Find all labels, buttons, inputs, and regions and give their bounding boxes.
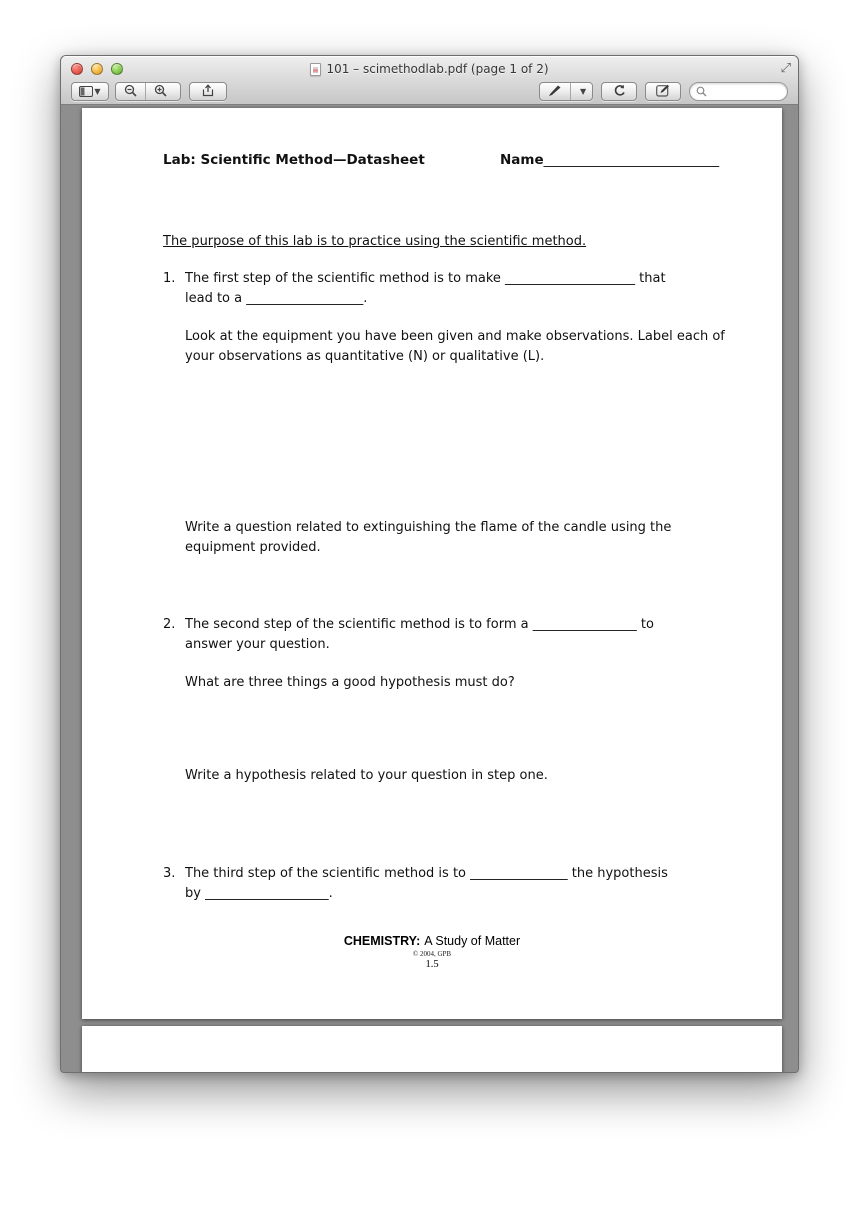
rotate-left-button[interactable] xyxy=(601,82,637,101)
preview-window xyxy=(60,55,799,1073)
sidebar-icon xyxy=(79,82,93,101)
pencil-square-icon xyxy=(656,82,670,101)
pdf-document-icon xyxy=(310,63,321,76)
series-title-bold: CHEMISTRY: xyxy=(343,934,421,948)
question-1-line-1: The first step of the scientific method is to make ____________________ that xyxy=(185,271,666,286)
zoom-segmented-control xyxy=(115,82,181,101)
pdf-page-2 xyxy=(82,1026,782,1072)
zoom-out-button[interactable] xyxy=(116,83,145,100)
question-2-line-2: answer your question. xyxy=(185,637,330,652)
titlebar[interactable] xyxy=(61,56,798,82)
window-chrome xyxy=(61,56,798,105)
series-title-rest: A Study of Matter xyxy=(424,934,521,948)
lab-title: Lab: Scientific Method—Datasheet xyxy=(163,152,425,168)
write-hypothesis-instruction: Write a hypothesis related to your question in step one. xyxy=(185,768,548,783)
observations-line-2: your observations as quantitative (N) or qualitative (L). xyxy=(185,349,545,364)
question-2-line-1: The second step of the scientific method is to form a ________________ to xyxy=(185,617,654,632)
name-label: Name xyxy=(500,152,544,168)
item-number: 2. xyxy=(163,617,176,632)
pdf-page-1 xyxy=(82,108,782,1019)
item-number: 1. xyxy=(163,271,176,286)
question-3-line-1: The third step of the scientific method is to _______________ the hypothesis xyxy=(185,866,668,881)
purpose-statement: The purpose of this lab is to practice using the scientific method. xyxy=(163,234,587,249)
share-icon xyxy=(201,82,215,101)
page-footer xyxy=(82,934,782,970)
chevron-down-icon: ▼ xyxy=(580,87,587,96)
markup-pen-button[interactable] xyxy=(540,83,570,100)
search-input[interactable] xyxy=(711,86,781,98)
share-button[interactable] xyxy=(189,82,227,101)
question-3-line-2: by ___________________. xyxy=(185,886,333,901)
candle-question-instructions xyxy=(185,518,671,558)
series-title xyxy=(82,934,782,948)
search-icon xyxy=(696,82,707,101)
fullscreen-button[interactable]: ⤢ xyxy=(780,61,791,76)
observations-instructions xyxy=(185,327,725,367)
markup-pen-dropdown[interactable] xyxy=(570,83,594,100)
name-blank-line: __________________________ xyxy=(543,152,720,168)
question-1 xyxy=(163,269,666,309)
question-1-line-2: lead to a __________________. xyxy=(185,291,368,306)
chevron-down-icon: ▼ xyxy=(94,87,101,96)
item-number: 3. xyxy=(163,866,176,881)
candle-line-1: Write a question related to extinguishing the flame of the candle using the xyxy=(185,520,672,535)
rotate-left-icon xyxy=(613,82,626,101)
question-2 xyxy=(163,615,654,655)
annotate-segmented-control xyxy=(539,82,593,101)
edit-toolbar-button[interactable] xyxy=(645,82,681,101)
toolbar xyxy=(61,82,798,105)
window-title: 101 – scimethodlab.pdf (page 1 of 2) xyxy=(326,62,549,76)
document-viewport[interactable] xyxy=(61,106,798,1072)
hypothesis-question: What are three things a good hypothesis must do? xyxy=(185,675,515,690)
name-field xyxy=(500,150,719,170)
magnifier-minus-icon xyxy=(124,82,137,101)
copyright-line: © 2004, GPB xyxy=(412,950,452,958)
marker-pen-icon xyxy=(548,82,562,101)
observations-line-1: Look at the equipment you have been given and make observations. Label each of xyxy=(185,329,725,344)
question-3 xyxy=(163,864,668,904)
sidebar-view-button[interactable] xyxy=(71,82,109,101)
search-field[interactable] xyxy=(689,82,788,101)
candle-line-2: equipment provided. xyxy=(185,540,321,555)
page-number: 1.5 xyxy=(425,959,439,970)
magnifier-plus-icon xyxy=(154,82,167,101)
zoom-in-button[interactable] xyxy=(145,83,175,100)
